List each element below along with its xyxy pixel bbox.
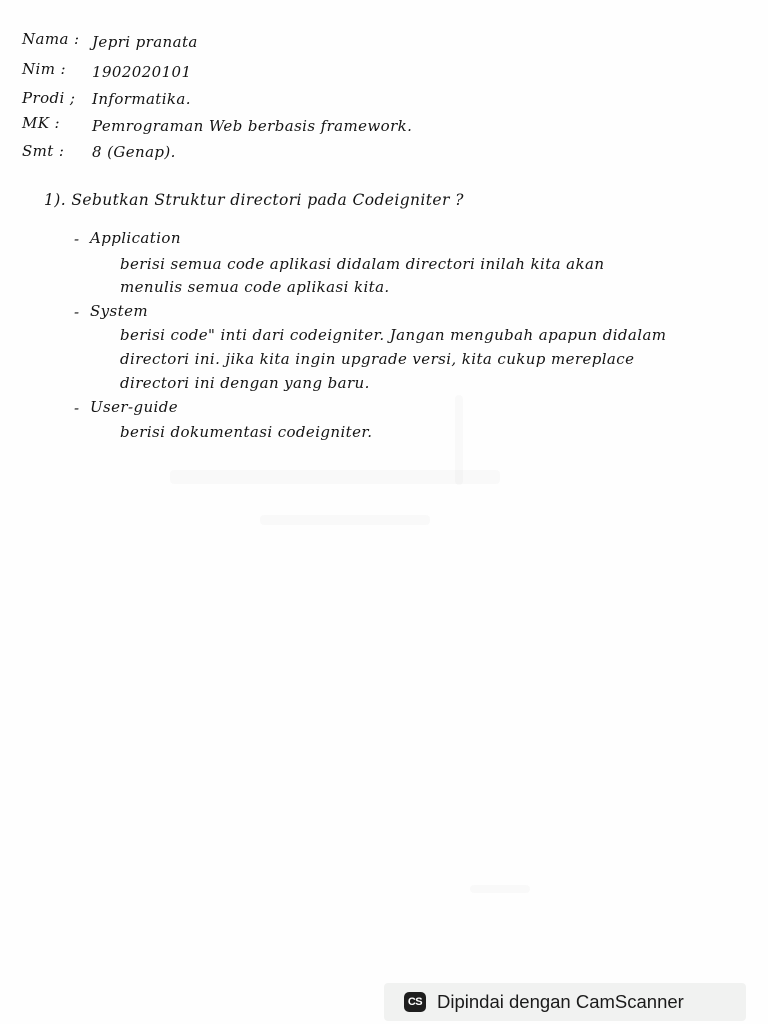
prodi-value: Informatika.: [92, 90, 191, 108]
item-heading: User-guide: [90, 398, 178, 416]
camscanner-watermark: [384, 983, 746, 1021]
camscanner-logo-icon: CS: [404, 992, 426, 1012]
course-label: MK :: [22, 114, 60, 132]
bullet-dash: -: [74, 399, 80, 417]
watermark-label: Dipindai dengan CamScanner: [437, 991, 684, 1012]
nim-label: Nim :: [22, 60, 66, 78]
item-text-line: directori ini dengan yang baru.: [120, 374, 370, 392]
prodi-label: Prodi ;: [22, 89, 76, 107]
show-through-mark: [470, 885, 530, 893]
semester-label: Smt :: [22, 142, 65, 160]
semester-value: 8 (Genap).: [92, 143, 176, 161]
bullet-dash: -: [74, 230, 80, 248]
item-text-line: menulis semua code aplikasi kita.: [120, 278, 390, 296]
course-value: Pemrograman Web berbasis framework.: [92, 117, 413, 135]
item-text-line: directori ini. jika kita ingin upgrade versi, kita cukup mereplace: [120, 350, 635, 368]
item-text-line: berisi dokumentasi codeigniter.: [120, 423, 373, 441]
show-through-mark: [260, 515, 430, 525]
show-through-mark: [455, 395, 463, 485]
bullet-dash: -: [74, 303, 80, 321]
question-1: 1). Sebutkan Struktur directori pada Codeigniter ?: [44, 191, 464, 209]
name-value: Jepri pranata: [92, 33, 198, 51]
name-label: Nama :: [22, 30, 80, 48]
show-through-mark: [170, 470, 500, 484]
item-text-line: berisi code" inti dari codeigniter. Jangan mengubah apapun didalam: [120, 326, 667, 344]
item-heading: Application: [90, 229, 181, 247]
item-heading: System: [90, 302, 148, 320]
item-text-line: berisi semua code aplikasi didalam directori inilah kita akan: [120, 255, 605, 273]
nim-value: 1902020101: [92, 63, 192, 81]
